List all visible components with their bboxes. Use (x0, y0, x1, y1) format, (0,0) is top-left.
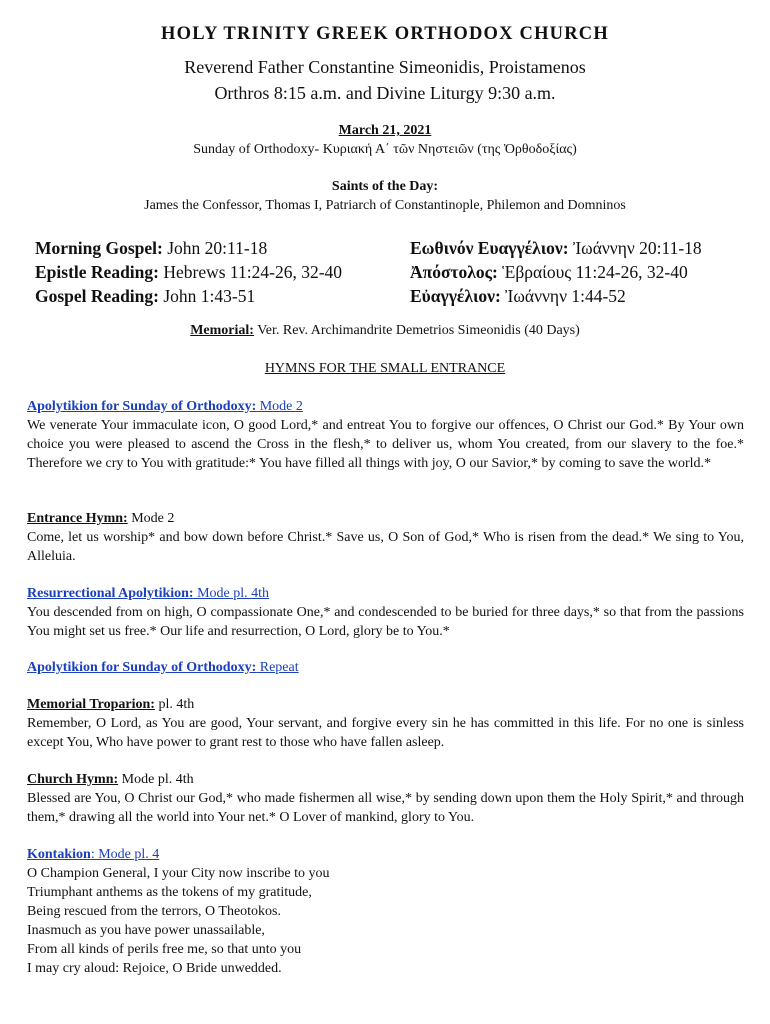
hymn-church-hymn (27, 770, 744, 827)
hymn-apolytikion-orthodoxy (27, 397, 744, 473)
hymn-mode-link[interactable]: Mode 2 (256, 399, 303, 414)
reading-morning-gospel: Morning Gospel: John 20:11-18 (35, 238, 268, 258)
hymn-text: Remember, O Lord, as You are good, Your servant, and forgive every sin he has committed in this life. For no one is sinless except You, Who have power to grant rest to those who have fallen asleep. (27, 716, 744, 750)
hymn-mode: pl. 4th (154, 697, 195, 712)
hymn-title: Entrance Hymn: (27, 511, 128, 526)
church-title: HOLY TRINITY GREEK ORTHODOX CHURCH (161, 24, 609, 44)
greek-readings (410, 236, 702, 308)
hymn-text: You descended from on high, O compassionate One,* and condescended to be buried for three days,* so that from the passions You might set us free.* Our life and resurrection, O Lord, glory be to You.* (27, 605, 744, 639)
priest-line: Reverend Father Constantine Simeonidis, Proistamenos (184, 57, 586, 77)
hymn-text: Come, let us worship* and bow down before Christ.* Save us, O Son of God,* Who is risen from the dead.* We sing to You, Alleluia. (27, 530, 744, 564)
hymn-title: Church Hymn: (27, 772, 119, 787)
saints-heading: Saints of the Day: (331, 179, 439, 194)
service-times: Orthros 8:15 a.m. and Divine Liturgy 9:30 a.m. (214, 83, 556, 103)
memorial-line: Memorial: Ver. Rev. Archimandrite Demetrios Simeonidis (40 Days) (190, 323, 580, 338)
hymns-heading: HYMNS FOR THE SMALL ENTRANCE (264, 361, 506, 376)
hymn-title-link[interactable]: Apolytikion for Sunday of Orthodoxy: (27, 660, 257, 675)
hymn-kontakion (27, 845, 744, 978)
hymn-mode-link[interactable]: : Mode pl. 4 (90, 847, 160, 862)
hymn-title: Memorial Troparion: (27, 697, 155, 712)
reading-greek-morning-gospel: Εωθινόν Ευαγγέλιον: Ἰωάννην 20:11-18 (410, 238, 702, 258)
verse-line: Inasmuch as you have power unassailable, (27, 923, 265, 938)
verse-line: O Champion General, I your City now inscribe to you (27, 866, 330, 881)
reading-epistle: Epistle Reading: Hebrews 11:24-26, 32-40 (35, 262, 343, 282)
memorial-label: Memorial: (190, 323, 254, 338)
hymn-memorial-troparion (27, 695, 744, 752)
hymn-text: We venerate Your immaculate icon, O good Lord,* and entreat You to forgive our offences, O Christ our God.* By Your own choice you were pleased to ascend the Cross in the flesh,* to deliver us, whom You created, from our slavery to the foe.* Therefore we cry to You with gratitude:* You have filled all things with joy, O our Savior,* by coming to save the world.* (27, 418, 744, 471)
hymn-mode-link[interactable]: Mode pl. 4th (193, 586, 270, 601)
reading-greek-epistle: Ἀπόστολος: Ἑβραίους 11:24-26, 32-40 (410, 262, 688, 282)
hymn-entrance (27, 509, 744, 566)
reading-gospel: Gospel Reading: John 1:43-51 (35, 286, 256, 306)
english-readings (35, 236, 342, 308)
verse-line: Being rescued from the terrors, O Theotokos. (27, 904, 282, 919)
kontakion-verses (27, 864, 744, 978)
hymn-title-link[interactable]: Apolytikion for Sunday of Orthodoxy: (27, 399, 257, 414)
hymn-title-link[interactable]: Kontakion (27, 847, 91, 862)
hymn-mode: Mode pl. 4th (118, 772, 194, 787)
verse-line: Triumphant anthems as the tokens of my gratitude, (27, 885, 312, 900)
hymn-text: Blessed are You, O Christ our God,* who made fishermen all wise,* by sending down upon them the Holy Spirit,* and through them,* drawing all the world into Your net.* O Lover of mankind, glory to You. (27, 791, 744, 825)
hymn-mode-link[interactable]: Repeat (256, 660, 299, 675)
sunday-name: Sunday of Orthodoxy- Κυριακή Α΄ τῶν Νηστειῶν (της Ὀρθοδοξίας) (193, 142, 577, 157)
verse-line: I may cry aloud: Rejoice, O Bride unwedded. (27, 961, 282, 976)
reading-greek-gospel: Εὐαγγέλιον: Ἰωάννην 1:44-52 (410, 286, 626, 306)
hymn-title-link[interactable]: Resurrectional Apolytikion: (27, 586, 194, 601)
hymn-apolytikion-repeat (27, 658, 744, 677)
hymn-mode: Mode 2 (127, 511, 175, 526)
saints-list: James the Confessor, Thomas I, Patriarch of Constantinople, Philemon and Domninos (144, 198, 626, 213)
service-date: March 21, 2021 (338, 123, 432, 138)
verse-line: From all kinds of perils free me, so that unto you (27, 942, 302, 957)
hymn-resurrectional-apolytikion (27, 584, 744, 641)
